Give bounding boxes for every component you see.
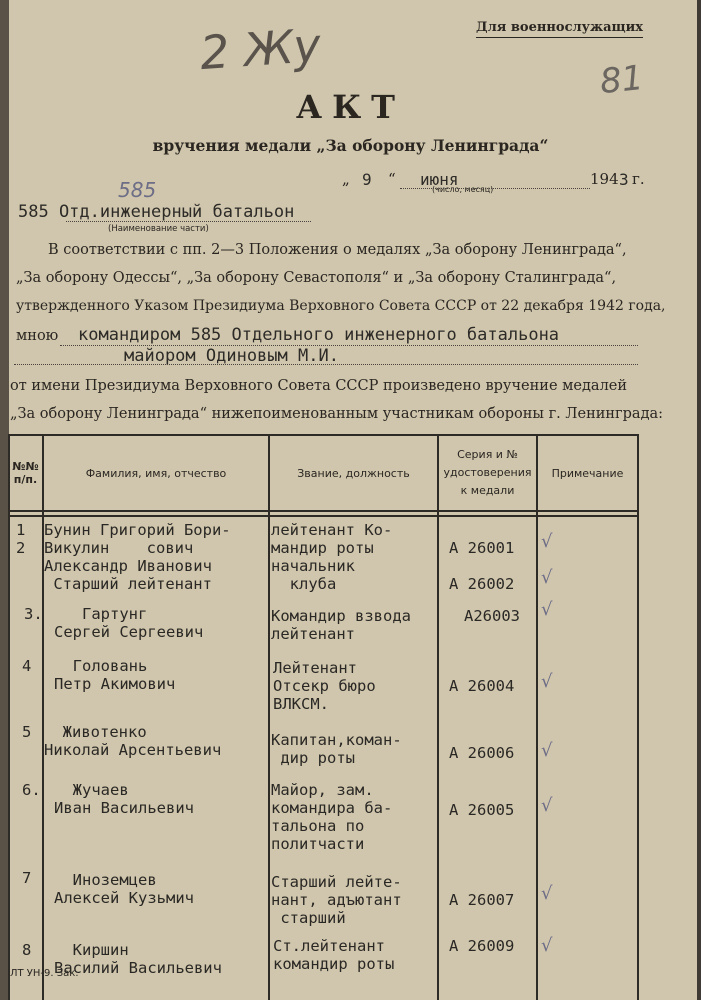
unit-caption: (Наименование части) <box>108 224 209 234</box>
row-8-name: Киршин Василий Васильевич <box>54 941 222 977</box>
row-8-num: 8 <box>22 941 32 959</box>
row-1-series: А 26001 А 26002 <box>449 539 515 593</box>
row-7-series: А 26007 <box>449 891 515 909</box>
row-6-series: А 26005 <box>449 801 515 819</box>
body-mnoyu: мною <box>16 328 59 344</box>
row-3-name: Гартунг Сергей Сергеевич <box>54 605 204 641</box>
row-6-name: Жучаев Иван Васильевич <box>54 781 194 817</box>
handwritten-page-number: 81 <box>598 57 646 103</box>
document-subtitle: вручения медали „За оборону Ленинграда“ <box>152 136 549 155</box>
row-4-series: А 26004 <box>449 677 515 695</box>
body-line-5: „За оборону Ленинграда“ нижепоименованным участникам обороны г. Ленинграда: <box>10 406 664 422</box>
handwritten-archive-mark: 2 Жу <box>198 17 323 81</box>
row-1-name: Бунин Григорий Бори- Викулин сович Александр Иванович Старший лейтенант <box>44 521 231 593</box>
header-rank: Звание, должность <box>297 466 410 480</box>
body-line-1: В соответствии с пп. 2—3 Положения о медалях „За оборону Ленинграда“, <box>48 242 627 258</box>
row-4-rank: Лейтенант Отсекр бюро ВЛКСМ. <box>273 659 376 713</box>
row-8-series: А 26009 <box>449 937 515 955</box>
document-title: АКТ <box>296 88 405 126</box>
date-day: 9 <box>362 170 372 189</box>
row-7-name: Иноземцев Алексей Кузьмич <box>54 871 194 907</box>
body-line-4: от имени Президиума Верховного Совета СССР произведено вручение медалей <box>10 378 628 394</box>
row-3-rank: Командир взвода лейтенант <box>271 607 411 643</box>
unit-name: 585 Отд.инженерный батальон <box>18 202 295 222</box>
date-year-suffix: 3 <box>619 170 629 189</box>
row-6-check-icon: √ <box>541 795 553 816</box>
row-7-check-icon: √ <box>541 883 553 904</box>
row-4-check-icon: √ <box>541 671 553 692</box>
body-line-2: „За оборону Одессы“, „За оборону Севастополя“ и „За оборону Сталинграда“, <box>16 270 617 286</box>
row-3-series: А26003 <box>464 607 520 625</box>
row-5-check-icon: √ <box>541 740 553 761</box>
row-4-name: Головань Петр Акимович <box>54 657 176 693</box>
row-5-series: А 26006 <box>449 744 515 762</box>
commander-line-2: майором Одиновым М.И. <box>124 346 339 366</box>
row-4-num: 4 <box>22 657 32 675</box>
row-5-num: 5 <box>22 723 32 741</box>
row-5-rank: Капитан,коман- дир роты <box>271 731 402 767</box>
print-footer: ЛТ УН-9. Зак. <box>10 968 79 979</box>
row-1-rank: лейтенант Ко- мандир роты начальник клуба <box>271 521 393 593</box>
date-caption: (число, месяц) <box>432 185 494 194</box>
date-month: июня <box>420 170 459 189</box>
row-7-num: 7 <box>22 869 32 887</box>
header-note: Примечание <box>551 466 624 480</box>
row-5-name: Животенко Николай Арсентьевич <box>44 723 222 759</box>
recipient-stamp: Для военнослужащих <box>476 20 643 38</box>
commander-line-1: командиром 585 Отдельного инженерного батальона <box>78 325 560 345</box>
header-name: Фамилия, имя, отчество <box>85 466 227 480</box>
handwritten-unit-number: 585 <box>118 178 157 202</box>
header-double-border <box>8 515 638 517</box>
row-3-check-icon: √ <box>541 599 553 620</box>
unit-underline <box>66 221 311 222</box>
row-7-rank: Старший лейте- нант, адъютант старший <box>271 873 402 927</box>
row-6-num: 6. <box>22 781 41 799</box>
row-6-rank: Майор, зам. командира ба- тальона по политчасти <box>271 781 393 853</box>
date-line: „ 9 “ июня (число, месяц) 194 3 г. <box>342 170 645 194</box>
header-series: Серия и № удостоверения к медали <box>443 448 532 497</box>
row-8-rank: Ст.лейтенант командир роты <box>273 937 395 973</box>
body-line-3: утвержденного Указом Президиума Верховного Совета СССР от 22 декабря 1942 года, <box>16 298 666 314</box>
date-year-prefix: 194 <box>590 170 619 188</box>
row-8-check-icon: √ <box>541 935 553 956</box>
header-bottom-border <box>8 510 638 512</box>
date-year-unit: г. <box>632 170 645 188</box>
row-1-check-icon: √ √ <box>541 531 553 588</box>
row-3-num: 3. <box>24 605 43 623</box>
header-num: №№ п/п. <box>12 460 39 486</box>
row-1-num: 1 2 <box>16 521 26 557</box>
